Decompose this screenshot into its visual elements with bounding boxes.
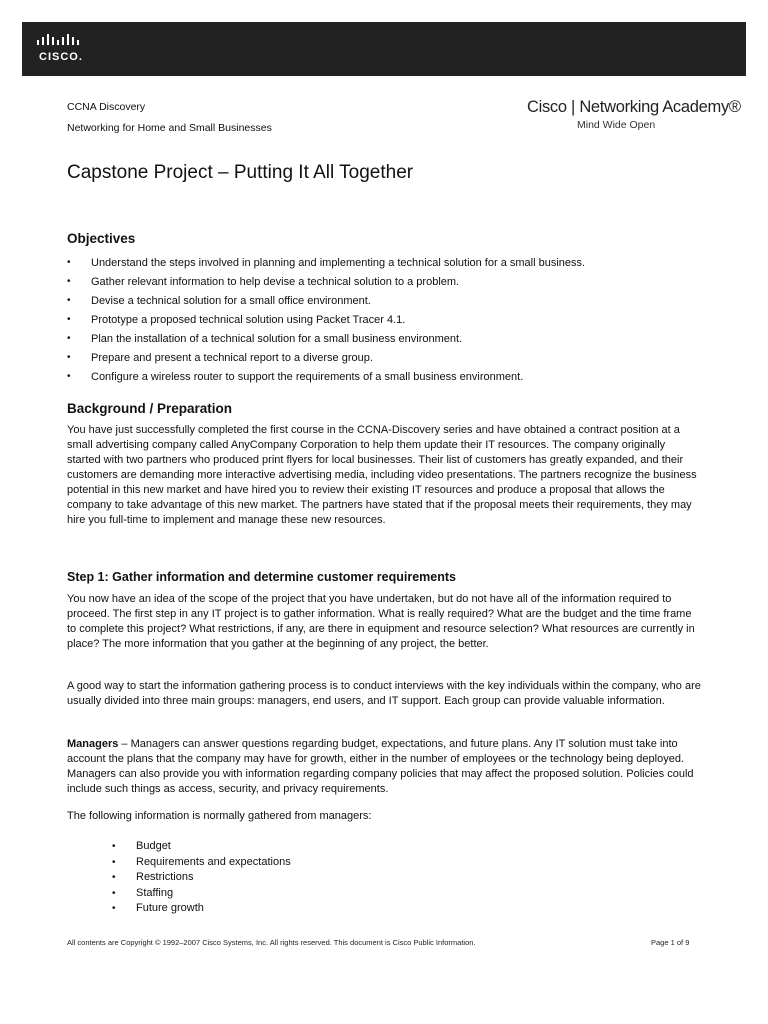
- managers-text: – Managers can answer questions regarding budget, expectations, and future plans. Any IT solution must take into account the plans that the company may have for growth, either in the number of employees or the technology being deployed. Managers can also provide you with information regarding company policies that may affect the proposed solution. Policies could include such things as access, security, and privacy requirements.: [67, 738, 694, 795]
- cisco-bars-icon: [37, 33, 89, 49]
- step1-heading: Step 1: Gather information and determine customer requirements: [67, 570, 456, 584]
- academy-tagline: Mind Wide Open: [577, 119, 656, 131]
- list-item: • Restrictions: [112, 870, 291, 886]
- list-item: • Prepare and present a technical report to a diverse group.: [67, 350, 585, 369]
- managers-info-list: [112, 839, 291, 917]
- course-name: CCNA Discovery: [67, 101, 146, 113]
- list-item: • Devise a technical solution for a small office environment.: [67, 293, 585, 312]
- page-number: Page 1 of 9: [651, 938, 690, 947]
- objectives-list: [67, 255, 585, 388]
- header-bar: [22, 22, 746, 76]
- background-heading: Background / Preparation: [67, 401, 233, 416]
- course-subtitle: Networking for Home and Small Businesses: [67, 122, 272, 134]
- step1-paragraph-2: A good way to start the information gathering process is to conduct interviews with the key individuals within the company, who are usually divided into three main groups: managers, end users, and IT support. Each group can provide valuable information.: [67, 680, 701, 707]
- objectives-heading: Objectives: [67, 231, 136, 246]
- list-item: • Plan the installation of a technical solution for a small business environment.: [67, 331, 585, 350]
- cisco-wordmark: CISCO.: [39, 51, 83, 63]
- managers-paragraph: [67, 737, 701, 797]
- background-paragraph: You have just successfully completed the first course in the CCNA-Discovery series and have obtained a contract position at a small advertising company called AnyCompany Corporation to help them update their IT resources. The company originally started with two partners who produced print flyers for local businesses. Their list of customers has greatly expanded, and their customers are demanding more interactive advertising media, including video presentations. The partners recognize the business potential in this new market and have hired you to review their existing IT resources and produce a proposal that allows the company to take advantage of this new market. The partners have stated that if the proposal meets their requirements, they may hire you full-time to implement and manage these new resources.: [67, 424, 697, 526]
- list-item: • Configure a wireless router to support the requirements of a small business environment.: [67, 369, 585, 388]
- list-item: • Understand the steps involved in planning and implementing a technical solution for a small business.: [67, 255, 585, 274]
- networking-academy-logo: [527, 98, 742, 136]
- list-item: • Budget: [112, 839, 291, 855]
- managers-intro: The following information is normally gathered from managers:: [67, 810, 372, 822]
- footer-copyright: All contents are Copyright © 1992–2007 Cisco Systems, Inc. All rights reserved. This document is Cisco Public Information.: [67, 938, 476, 947]
- cisco-logo: [37, 33, 93, 65]
- list-item: • Staffing: [112, 886, 291, 902]
- step1-paragraph-1: You now have an idea of the scope of the project that you have undertaken, but do not have all of the information required to proceed. The first step in any IT project is to gather information. What is really required? What are the budget and the time frame to complete this project? What restrictions, if any, are there in equipment and resource selection? What resources are currently in place? The more information that you gather at the beginning of any project, the better.: [67, 593, 695, 650]
- list-item: • Future growth: [112, 901, 291, 917]
- list-item: • Gather relevant information to help devise a technical solution to a problem.: [67, 274, 585, 293]
- list-item: • Prototype a proposed technical solution using Packet Tracer 4.1.: [67, 312, 585, 331]
- list-item: • Requirements and expectations: [112, 855, 291, 871]
- managers-label: Managers: [67, 738, 119, 750]
- page-title: Capstone Project – Putting It All Together: [67, 162, 414, 183]
- academy-brand: Cisco | Networking Academy®: [527, 98, 741, 116]
